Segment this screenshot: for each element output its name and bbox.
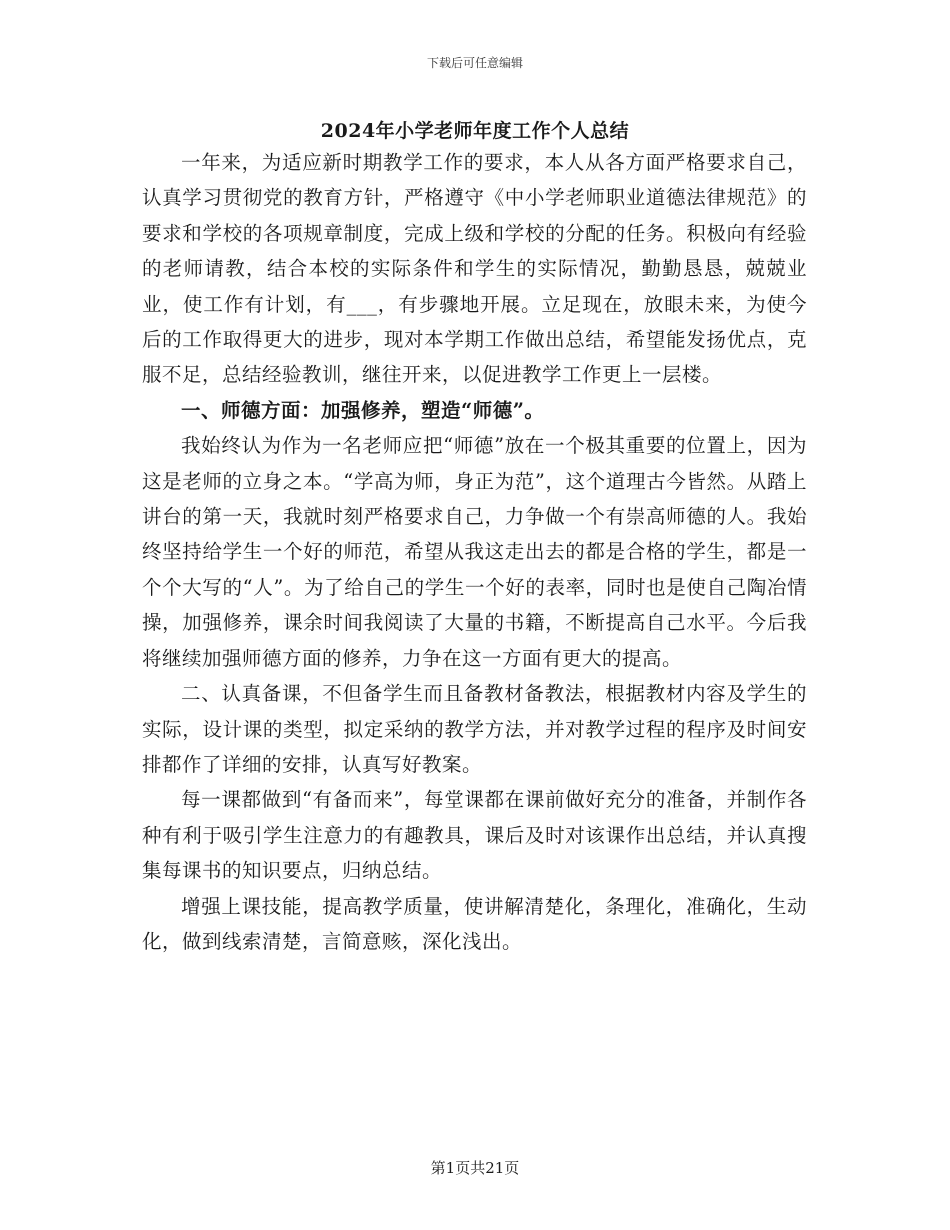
- page-number: 第1页共21页: [430, 1159, 520, 1177]
- section-heading-ethics: 一、师德方面：加强修养，塑造“师德”。: [181, 398, 545, 422]
- paragraph-ethics: 我始终认为作为一名老师应把“师德”放在一个极其重要的位置上，因为这是老师的立身之本。“学高为师，身正为范”，这个道理古今皆然。从踏上讲台的第一天，我就时刻严格要求自己，力争做一个有崇高师德的人。我始终坚持给学生一个好的师范，希望从我这走出去的都是合格的学生，都是一个个大写的“人”。为了给自己的学生一个好的表率，同时也是使自己陶冶情操，加强修养，课余时间我阅读了大量的书籍，不断提高自己水平。今后我将继续加强师德方面的修养，力争在这一方面有更大的提高。: [142, 434, 807, 670]
- header-note: 下载后可任意编辑: [426, 56, 523, 70]
- paragraph-prepared: 每一课都做到“有备而来”，每堂课都在课前做好充分的准备，并制作各种有利于吸引学生注意力的有趣教具，课后及时对该课作出总结，并认真搜集每课书的知识要点，归纳总结。: [142, 788, 807, 883]
- document-title: 2024年小学老师年度工作个人总结: [320, 120, 630, 142]
- paragraph-lesson-prep: 二、认真备课，不但备学生而且备教材备教法，根据教材内容及学生的实际，设计课的类型，拟定采纳的教学方法，并对教学过程的程序及时间安排都作了详细的安排，认真写好教案。: [142, 682, 807, 776]
- document-body: [142, 145, 807, 959]
- paragraph-teaching-skills: 增强上课技能，提高教学质量，使讲解清楚化，条理化，准确化，生动化，做到线索清楚，言简意赅，深化浅出。: [142, 894, 807, 953]
- paragraph-intro: 一年来，为适应新时期教学工作的要求，本人从各方面严格要求自己，认真学习贯彻党的教育方针，严格遵守《中小学老师职业道德法律规范》的要求和学校的各项规章制度，完成上级和学校的分配的任务。积极向有经验的老师请教，结合本校的实际条件和学生的实际情况，勤勤恳恳，兢兢业业，使工作有计划，有___，有步骤地开展。立足现在，放眼未来，为使今后的工作取得更大的进步，现对本学期工作做出总结，希望能发扬优点，克服不足，总结经验教训，继往开来，以促进教学工作更上一层楼。: [142, 151, 807, 387]
